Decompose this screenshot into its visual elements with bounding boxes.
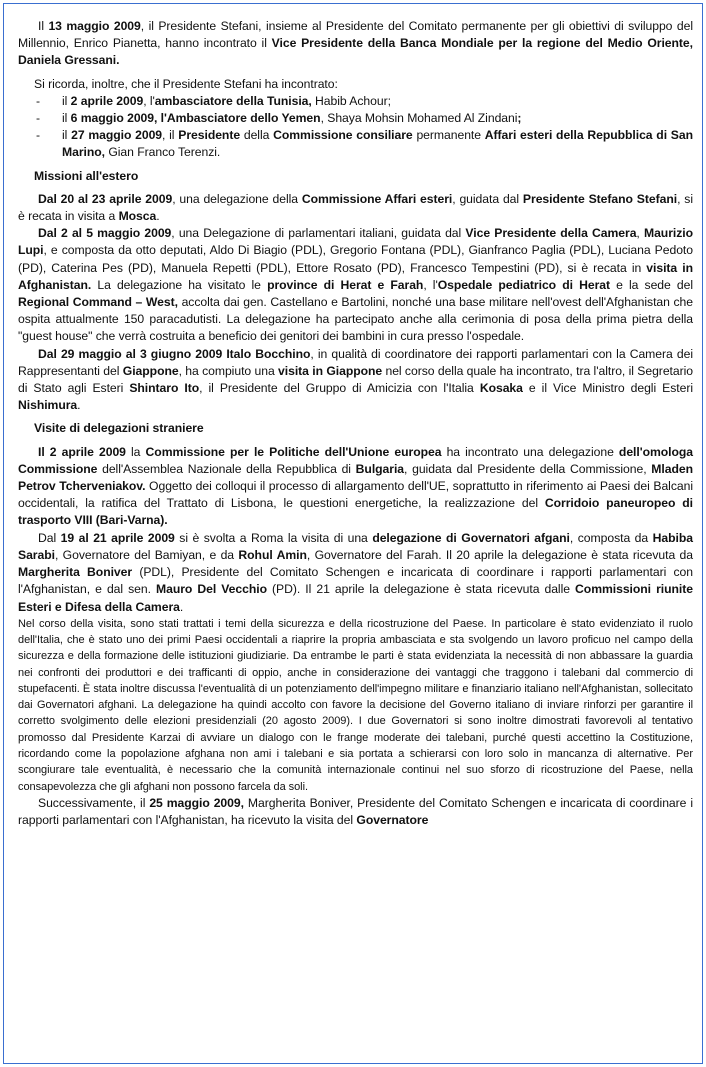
bold-text: Mauro Del Vecchio	[156, 582, 267, 597]
text: ,	[636, 226, 644, 241]
bold-text: Maurizio Lupi	[18, 226, 693, 258]
date-text: Dal 2 al 5 maggio 2009	[38, 226, 172, 241]
text: Habib Achour;	[311, 93, 391, 108]
text: , il	[162, 128, 179, 143]
bold-text: Bulgaria	[355, 461, 405, 476]
list-item	[18, 110, 693, 127]
bold-text: delegazione di Governatori afgani	[372, 530, 570, 545]
text: .	[179, 599, 184, 614]
text: , guidata dal Presidente della Commissione,	[404, 461, 652, 476]
bold-text: Affari esteri della Repubblica di San Marino,	[62, 128, 694, 160]
document-body	[18, 18, 693, 829]
text: , e composta da otto deputati, Aldo Di Biagio (PDL), Gregorio Fontana (PDL), Gianfranco Paglia (PDL), Luciana Pedoto (PD), Caterina Pes (PD), Manuela Repetti (PDL), Ettore Rosato (PD), Francesco Tempestini (PD), si è recata in	[18, 243, 693, 275]
text: e la sede del	[610, 277, 694, 292]
text: , ha compiuto una	[178, 363, 279, 378]
bold-text: Commissione consiliare	[273, 128, 413, 143]
section-heading-foreign-visits: Visite di delegazioni straniere	[34, 421, 204, 436]
paragraph-bulgaria	[18, 444, 693, 530]
bold-text: Margherita Boniver	[18, 565, 133, 580]
bold-text: Ospedale pediatrico di Herat	[437, 277, 610, 292]
text: , il Presidente del Gruppo di Amicizia con l'Italia	[199, 381, 480, 396]
bold-text: Corridoio paneuropeo di trasporto VIII (Bari-Varna).	[18, 496, 693, 528]
bold-text: Commissione Affari esteri	[301, 191, 453, 206]
text: il	[62, 128, 72, 143]
bold-text: Vice Presidente della Camera	[465, 226, 637, 241]
text: accolta dai gen. Castellano e Bartolini, nonché una base militare nell'ovest dell'Afghanistan che ospita attualmente 150 paracadutisti. La delegazione ha partecipato anche alla cerimonia di posa della prima pietra della "guest house" che verrà costruita a beneficio dei genitori dei bambini in cura presso l'ospedale.	[18, 295, 693, 344]
date-text: 25 maggio 2009,	[149, 795, 244, 810]
bold-text: Kosaka	[479, 381, 523, 396]
text: Dal	[38, 530, 61, 545]
text: Gian Franco Terenzi.	[105, 145, 221, 160]
text: Oggetto dei colloqui il processo di allargamento dell'UE, soprattutto in riferimento ai Paesi dei Balcani occidentali, la ratifica del Trattato di Lisbona, le questioni energetiche, la realizzazione del	[18, 479, 693, 511]
bold-text: Giappone	[122, 363, 179, 378]
bold-text: ambasciatore della Tunisia,	[154, 93, 312, 108]
bold-text: visita in Afghanistan.	[18, 260, 693, 292]
text: della	[240, 128, 274, 143]
paragraph-visit-details: Nel corso della visita, sono stati trattati i temi della sicurezza e della ricostruzione del Paese. In particolare è stato evidenziato il ruolo dell'Italia, che è stato uno dei primi Paesi occidentali a riaprire la propria ambasciata e sta svolgendo un lavoro proficuo nel campo della sicurezza e della formazione delle istituzioni giudiziarie. Da entrambe le parti è stata evidenziata la necessità di non abbassare la guardia nei confronti dei produttori e dei trafficanti di oppio, anche in considerazione dei vantaggi che traggono i talebani dal commercio di stupefacenti. È stata inoltre discussa l'eventualità di un potenziamento dell'impegno militare e finanziario italiano nell'Afghanistan, sollecitato dai Governatori afghani. La delegazione ha quindi accolto con favore la decisione del Governo italiano di inviare rinforzi per garantire il corretto svolgimento delle elezioni presidenziali (20 agosto 2009). I due Governatori si sono inoltre dimostrati favorevoli al tentativo promosso dal Presidente Karzai di avviare un dialogo con le frange moderate dei talebani, purché questi accettino la Costituzione, ricordando come la popolazione afghana non ami i talebani e sia portata a schierarsi con loro solo in mancanza di alternative. Per scongiurare tale eventualità, è necessario che la comunità internazionale continui nel suo sforzo di ricostruzione del Paese, nella consapevolezza che gli afghani non possono farcela da soli.	[18, 617, 693, 793]
document-frame	[3, 3, 703, 1064]
bold-text: Shintaro Ito	[129, 381, 200, 396]
text: .	[77, 398, 81, 413]
bold-text: Mladen Petrov Tcherveniakov.	[18, 461, 693, 494]
date-text: Dal 29 maggio al 3 giugno 2009 Italo Bocchino	[38, 346, 311, 361]
bold-text: Commissione per le Politiche dell'Unione europea	[145, 444, 442, 459]
paragraph-afghan-governors	[18, 530, 693, 616]
dash-bullet: -	[36, 128, 41, 143]
paragraph-world-bank	[18, 18, 693, 70]
list-item	[18, 93, 693, 110]
text: , Shaya Mohsin Mohamed Al Zindani	[320, 111, 518, 126]
text: dell'Assemblea Nazionale della Repubblica di	[97, 461, 356, 476]
meetings-list	[18, 93, 693, 162]
text: il	[62, 93, 71, 108]
dash-bullet: -	[36, 93, 41, 108]
paragraph-moscow	[18, 191, 693, 225]
text: , il Presidente Stefani, insieme al Presidente del Comitato permanente per gli obiettivi di sviluppo del Millennio, Enrico Pianetta, hanno incontrato il	[18, 19, 693, 51]
bold-text: Presidente	[178, 128, 241, 143]
text: , una delegazione della	[172, 191, 302, 206]
paragraph-afghanistan	[18, 225, 693, 345]
text: , una Delegazione di parlamentari italiani, guidata dal	[171, 226, 466, 241]
text: , guidata dal	[452, 191, 523, 206]
text: la	[125, 444, 146, 459]
bold-text: Habiba Sarabi	[18, 530, 693, 562]
bold-text: 6 maggio 2009, l'Ambasciatore dello Yemen	[70, 111, 321, 126]
date-text: Il 2 aprile 2009	[38, 444, 126, 459]
text: , Governatore del Farah. Il 20 aprile la delegazione è stata ricevuta da	[306, 547, 694, 562]
text: , l'	[423, 277, 438, 292]
text: il	[62, 111, 71, 126]
bold-text: Governatore	[356, 813, 429, 828]
text: , Governatore del Bamiyan, e da	[54, 547, 239, 562]
text: Successivamente, il	[38, 795, 150, 810]
paragraph-meetings-intro: Si ricorda, inoltre, che il Presidente Stefani ha incontrato:	[34, 76, 338, 91]
dash-bullet: -	[36, 111, 41, 126]
text: Il	[38, 19, 49, 33]
text: , l'	[143, 93, 155, 108]
bold-text: Vice Presidente della Banca Mondiale per la regione del Medio Oriente, Daniela Gressani.	[18, 36, 693, 68]
bold-text: dell'omologa Commissione	[18, 444, 693, 476]
text: .	[156, 209, 160, 224]
date-text: 19 al 21 aprile 2009	[60, 530, 175, 545]
text: ha incontrato una delegazione	[441, 444, 619, 459]
text: Margherita Boniver, Presidente del Comitato Schengen e incaricata di coordinare i rapporti parlamentari con l'Afghanistan, ha ricevuto la visita del	[18, 795, 693, 828]
bold-text: province di Herat e Farah	[267, 277, 424, 292]
text: La delegazione ha visitato le	[91, 277, 268, 292]
bold-text: visita in Giappone	[278, 363, 383, 378]
bold-text: Commissioni riunite Esteri e Difesa della Camera	[18, 582, 693, 614]
text: e il Vice Ministro degli Esteri	[522, 381, 694, 396]
text: , in qualità di coordinatore dei rapporti parlamentari con la Camera dei Rappresentanti del	[18, 346, 693, 378]
date-text: 13 maggio 2009	[48, 19, 141, 33]
paragraph-boniver	[18, 795, 693, 829]
text: (PDL), Presidente del Comitato Schengen e incaricata di coordinare i rapporti parlamentari con l'Afghanistan, e dal sen.	[18, 565, 693, 597]
bold-text: Nishimura	[18, 398, 78, 413]
text: si è svolta a Roma la visita di una	[174, 530, 373, 545]
paragraph-japan	[18, 346, 693, 415]
bold-text: 27 maggio 2009	[71, 128, 163, 143]
text: permanente	[412, 128, 485, 143]
list-item	[18, 127, 693, 161]
bold-text: ;	[517, 111, 522, 126]
bold-text: Regional Command – West,	[18, 295, 178, 310]
bold-text: Rohul Amin	[238, 547, 307, 562]
text: (PD). Il 21 aprile la delegazione è stata ricevuta dalle	[266, 582, 576, 597]
bold-text: Mosca	[118, 209, 157, 224]
bold-text: Presidente Stefano Stefani	[522, 191, 678, 206]
text: , si è recata in visita a	[18, 191, 693, 224]
section-heading-missions: Missioni all'estero	[34, 168, 139, 183]
bold-text: 2 aprile 2009	[70, 93, 144, 108]
text: , composta da	[569, 530, 653, 545]
text: nel corso della quale ha incontrato, tra l'altro, il Segretario di Stato agli Esteri	[18, 363, 694, 396]
date-text: Dal 20 al 23 aprile 2009	[38, 191, 173, 206]
